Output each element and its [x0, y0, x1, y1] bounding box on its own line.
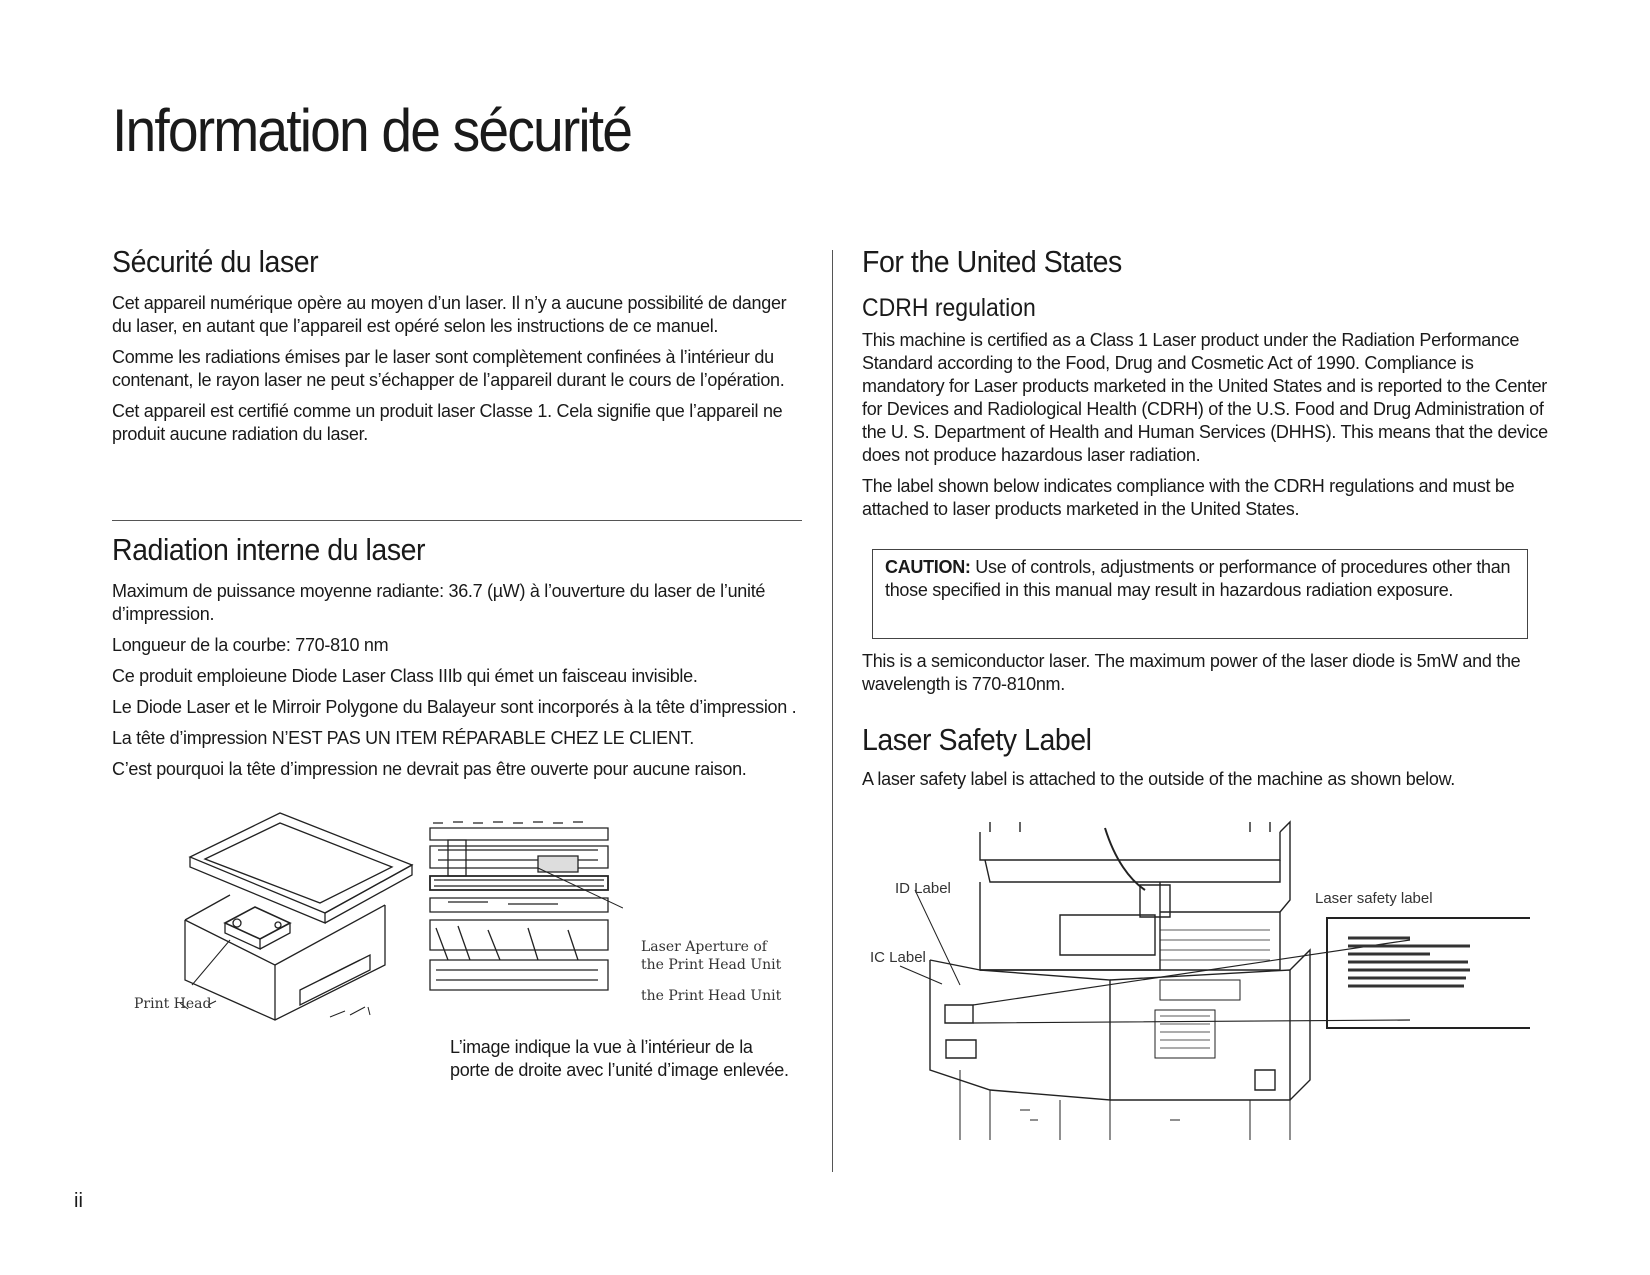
laser-safety-paragraph-1: Cet appareil numérique opère au moyen d’un laser. Il n’y a aucune possibilité de danger du laser, en autant que l’appareil est opéré selon les instructions de ce manuel. [112, 293, 787, 336]
section-divider [112, 520, 802, 521]
united-states-heading: For the United States [862, 244, 1122, 279]
laser-safety-section [112, 244, 802, 454]
document-feeder [980, 832, 1280, 860]
laser-safety-label-caption: Laser safety label [1315, 890, 1433, 907]
internal-radiation-paragraph-4: Le Diode Laser et le Mirroir Polygone du Balayeur sont incorporés à la tête d’impression . [112, 697, 797, 717]
internal-radiation-paragraph-5: La tête d’impression N’EST PAS UN ITEM RÉPARABLE CHEZ LE CLIENT. [112, 728, 694, 748]
laser-aperture-illustration [428, 820, 623, 1000]
laser-safety-heading: Sécurité du laser [112, 244, 319, 279]
caution-box [872, 549, 1528, 639]
laser-safety-label-section [862, 722, 1552, 799]
internal-radiation-section [112, 532, 802, 789]
print-head-unit-label: the Print Head Unit [641, 988, 782, 1004]
page-number: ii [74, 1190, 83, 1212]
caution-label: CAUTION: [885, 557, 971, 577]
lower-body [930, 960, 1110, 1100]
internal-radiation-paragraph-3: Ce produit emploieune Diode Laser Class IIIb qui émet un faisceau invisible. [112, 666, 698, 686]
upper-body [980, 882, 1160, 970]
laser-safety-label-heading: Laser Safety Label [862, 722, 1092, 757]
internal-radiation-paragraph-1: Maximum de puissance moyenne radiante: 36.7 (µW) à l’ouverture du laser de l’unité d’impression. [112, 581, 766, 624]
laser-safety-paragraph-2: Comme les radiations émises par le laser sont complètement confinées à l’intérieur du contenant, le rayon laser ne peut s’échapper de l’appareil durant le cours de l’opération. [112, 347, 785, 390]
caution-text: Use of controls, adjustments or performance of procedures other than those specified in this manual may result in hazardous radiation exposure. [885, 557, 1511, 600]
cdrh-paragraph-2: The label shown below indicates compliance with the CDRH regulations and must be attached to laser products marketed in the United States. [862, 476, 1515, 519]
laser-aperture-label-line-2: the Print Head Unit [641, 957, 782, 973]
cdrh-paragraph-1: This machine is certified as a Class 1 Laser product under the Radiation Performance Standard according to the Food, Drug and Cosmetic Act of 1990. Compliance is mandatory for Laser products marketed in the United States and is reported to the Center for Devices and Radiological Health (CDRH) of the U.S. Food and Drug Administration of the U. S. Department of Health and Human Services (DHHS). This means that the device does not produce hazardous laser radiation. [862, 330, 1548, 465]
internal-radiation-paragraph-2: Longueur de la courbe: 770-810 nm [112, 635, 389, 655]
figure-caption [450, 1036, 790, 1090]
laser-safety-label-text: A laser safety label is attached to the outside of the machine as shown below. [862, 769, 1455, 789]
machine-labels-illustration [870, 820, 1530, 1140]
id-label: ID Label [895, 880, 951, 897]
figure-caption-text: L’image indique la vue à l’intérieur de la porte de droite avec l’unité d’image enlevée. [450, 1037, 789, 1080]
print-head-label: Print Head [134, 996, 212, 1012]
laser-aperture-label [641, 938, 781, 974]
page-title: Information de sécurité [112, 97, 632, 164]
cdrh-regulation-heading: CDRH regulation [862, 294, 1036, 322]
united-states-section [862, 244, 1552, 529]
semiconductor-note [862, 650, 1552, 704]
semiconductor-paragraph: This is a semiconductor laser. The maximum power of the laser diode is 5mW and the wavelength is 770-810nm. [862, 651, 1521, 694]
laser-safety-paragraph-3: Cet appareil est certifié comme un produit laser Classe 1. Cela signifie que l’appareil ne produit aucune radiation du laser. [112, 401, 783, 444]
ic-label: IC Label [870, 949, 926, 966]
internal-radiation-paragraph-6: C’est pourquoi la tête d’impression ne devrait pas être ouverte pour aucune raison. [112, 759, 747, 779]
laser-safety-label-callout [1327, 918, 1530, 1028]
laser-aperture-label-line-1: Laser Aperture of [641, 939, 767, 955]
column-divider [832, 250, 833, 1172]
internal-radiation-heading: Radiation interne du laser [112, 532, 426, 567]
